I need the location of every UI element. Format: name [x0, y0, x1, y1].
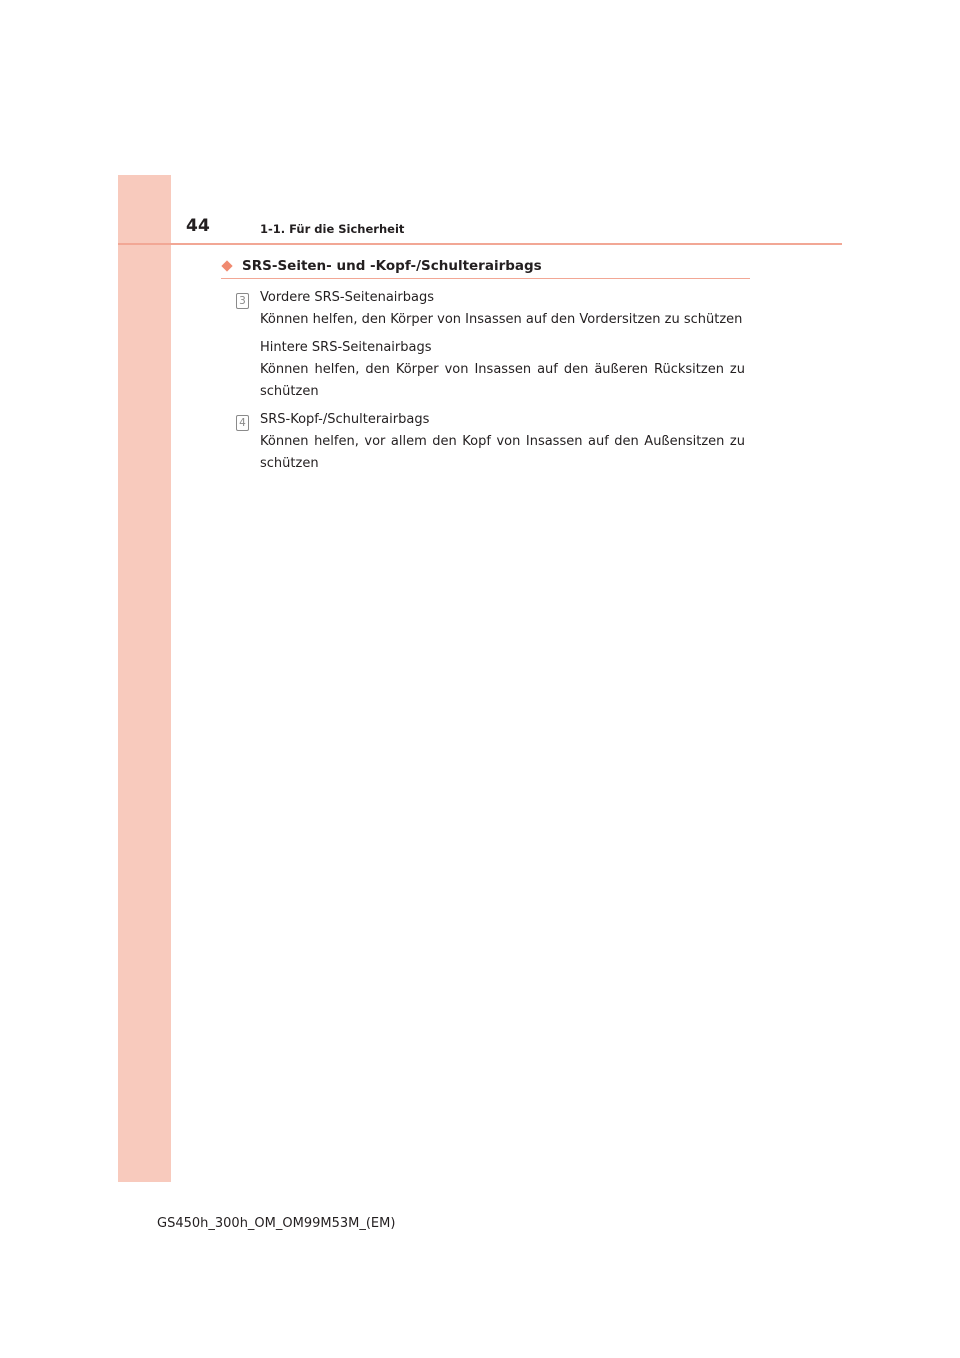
page-number: 44	[186, 216, 211, 236]
item-number-badge: 4	[236, 415, 249, 431]
diamond-icon	[221, 260, 232, 271]
item-body	[260, 287, 745, 403]
item-title: SRS-Kopf-/Schulterairbags	[260, 412, 430, 427]
item-text: Können helfen, den Körper von Insassen auf den äußeren Rücksitzen zu schützen	[260, 362, 745, 399]
item-title: Vordere SRS-Seitenairbags	[260, 290, 434, 305]
badge-column	[236, 287, 260, 309]
list-item	[236, 409, 750, 475]
content	[236, 287, 750, 481]
section-header	[221, 255, 750, 279]
item-number-badge: 3	[236, 293, 249, 309]
header-rule	[118, 243, 842, 245]
section-heading-text: SRS-Seiten- und -Kopf-/Schulterairbags	[242, 258, 542, 274]
section-heading	[221, 255, 750, 279]
item-title: Hintere SRS-Seitenairbags	[260, 340, 432, 355]
item-text: Können helfen, den Körper von Insassen auf den Vordersitzen zu schützen	[260, 312, 743, 327]
chapter-title: 1-1. Für die Sicherheit	[260, 222, 405, 236]
footer-code: GS450h_300h_OM_OM99M53M_(EM)	[157, 1216, 396, 1231]
item-body	[260, 409, 745, 475]
list-item	[236, 287, 750, 403]
badge-column	[236, 409, 260, 431]
item-text: Können helfen, vor allem den Kopf von Insassen auf den Außensitzen zu schützen	[260, 434, 745, 471]
side-band	[118, 175, 171, 1182]
